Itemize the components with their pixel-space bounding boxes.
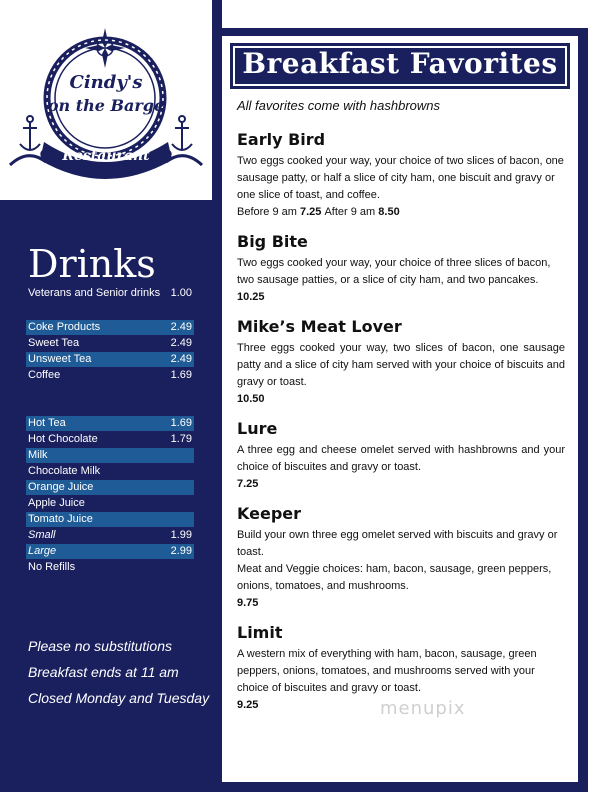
drink-row-hot-chocolate — [26, 432, 194, 447]
drink-price: 2.49 — [170, 337, 192, 349]
menu-title-bar — [230, 43, 570, 89]
drink-name: No Refills — [28, 561, 76, 573]
item-description: Two eggs cooked your way, your choice of two slices of bacon, one sausage patty, or half a slice of city ham, one biscuit and gravy or one slice of toast, and coffee. — [237, 155, 564, 201]
drink-name: Hot Tea — [28, 417, 66, 429]
item-price: 7.25 — [237, 478, 259, 490]
drink-price: 2.49 — [170, 321, 192, 333]
item-description: Three eggs cooked your way, two slices of bacon, one sausage patty and a slice of city ham served with your choice of biscuits and gravy or toast. — [237, 342, 565, 388]
drink-row-milk — [26, 448, 194, 463]
drink-name: Small — [28, 529, 56, 541]
drink-name: Veterans and Senior drinks — [28, 287, 161, 299]
menu-item-mikes-meat-lover — [237, 317, 565, 408]
drink-row-no-refills — [26, 560, 194, 575]
item-description: A three egg and cheese omelet served with hashbrowns and your choice of biscuites and gravy or toast. — [237, 444, 565, 473]
note-breakfast-ends: Breakfast ends at 11 am — [28, 664, 179, 680]
drink-name: Hot Chocolate — [28, 433, 98, 445]
logo — [0, 0, 212, 200]
drink-name: Large — [28, 545, 57, 557]
item-name: Big Bite — [237, 232, 308, 251]
drink-row-chocolate-milk — [26, 464, 194, 479]
drink-name: Unsweet Tea — [28, 353, 92, 365]
item-description-extra: Meat and Veggie choices: ham, bacon, sausage, green peppers, onions, tomatoes, and mushrooms. — [237, 563, 552, 592]
item-price — [237, 204, 565, 221]
item-price: 10.25 — [237, 291, 265, 303]
drinks-title: Drinks — [28, 242, 156, 286]
menu-item-lure — [237, 419, 565, 493]
item-description: A western mix of everything with ham, bacon, sausage, green peppers, onions, tomatoes, and mushrooms served with your choice of biscuites and gravy or toast. — [237, 648, 537, 694]
drink-price: 1.69 — [170, 369, 192, 381]
drink-row-coffee — [26, 368, 194, 383]
logo-subtitle: on the Barge — [47, 96, 165, 115]
price-value: 7.25 — [299, 206, 322, 218]
drink-row-veterans — [26, 286, 194, 301]
item-name: Keeper — [237, 504, 302, 523]
menu-item-keeper — [237, 504, 565, 612]
drink-price: 1.69 — [170, 417, 192, 429]
item-name: Lure — [237, 419, 278, 438]
item-price: 9.75 — [237, 597, 259, 609]
drink-row-coke — [26, 320, 194, 335]
item-name: Early Bird — [237, 130, 326, 149]
item-name: Limit — [237, 623, 283, 642]
item-price: 10.50 — [237, 393, 265, 405]
price-label: After 9 am — [324, 206, 376, 218]
price-label: Before 9 am — [237, 206, 297, 218]
drink-name: Tomato Juice — [28, 513, 93, 525]
drink-price: 1.00 — [170, 287, 192, 299]
drink-price: 1.99 — [170, 529, 192, 541]
note-no-substitutions: Please no substitutions — [28, 638, 172, 654]
drink-name: Chocolate Milk — [28, 465, 101, 477]
drink-row-sweet-tea — [26, 336, 194, 351]
drink-row-apple-juice — [26, 496, 194, 511]
watermark: menupix — [380, 698, 466, 719]
note-closed-days: Closed Monday and Tuesday — [28, 690, 210, 706]
item-description: Two eggs cooked your way, your choice of three slices of bacon, two sausage patties, or a slice of city ham, and two pancakes. — [237, 257, 551, 286]
drink-row-hot-tea — [26, 416, 194, 431]
drink-row-orange-juice — [26, 480, 194, 495]
drink-name: Apple Juice — [28, 497, 85, 509]
price-value: 8.50 — [378, 206, 400, 218]
menu-item-early-bird — [237, 130, 565, 221]
drink-row-large — [26, 544, 194, 559]
drink-name: Milk — [28, 449, 48, 461]
drink-row-small — [26, 528, 194, 543]
drink-name: Coke Products — [28, 321, 101, 333]
drink-name: Sweet Tea — [28, 337, 80, 349]
item-price: 9.25 — [237, 699, 259, 711]
drink-row-unsweet-tea — [26, 352, 194, 367]
drink-name: Coffee — [28, 369, 61, 381]
menu-subtitle: All favorites come with hashbrowns — [237, 98, 441, 113]
item-name: Mike’s Meat Lover — [237, 317, 402, 336]
drink-row-tomato-juice — [26, 512, 194, 527]
drink-price: 1.79 — [170, 433, 192, 445]
drink-price: 2.99 — [170, 545, 192, 557]
menu-item-big-bite — [237, 232, 565, 306]
logo-name: Cindy's — [69, 72, 143, 93]
drink-price: 2.49 — [170, 353, 192, 365]
menu-title: Breakfast Favorites — [242, 47, 558, 80]
logo-ribbon-text: Restaurant — [62, 148, 150, 164]
drink-name: Orange Juice — [28, 481, 94, 493]
item-description: Build your own three egg omelet served with biscuits and gravy or toast. — [237, 529, 558, 558]
